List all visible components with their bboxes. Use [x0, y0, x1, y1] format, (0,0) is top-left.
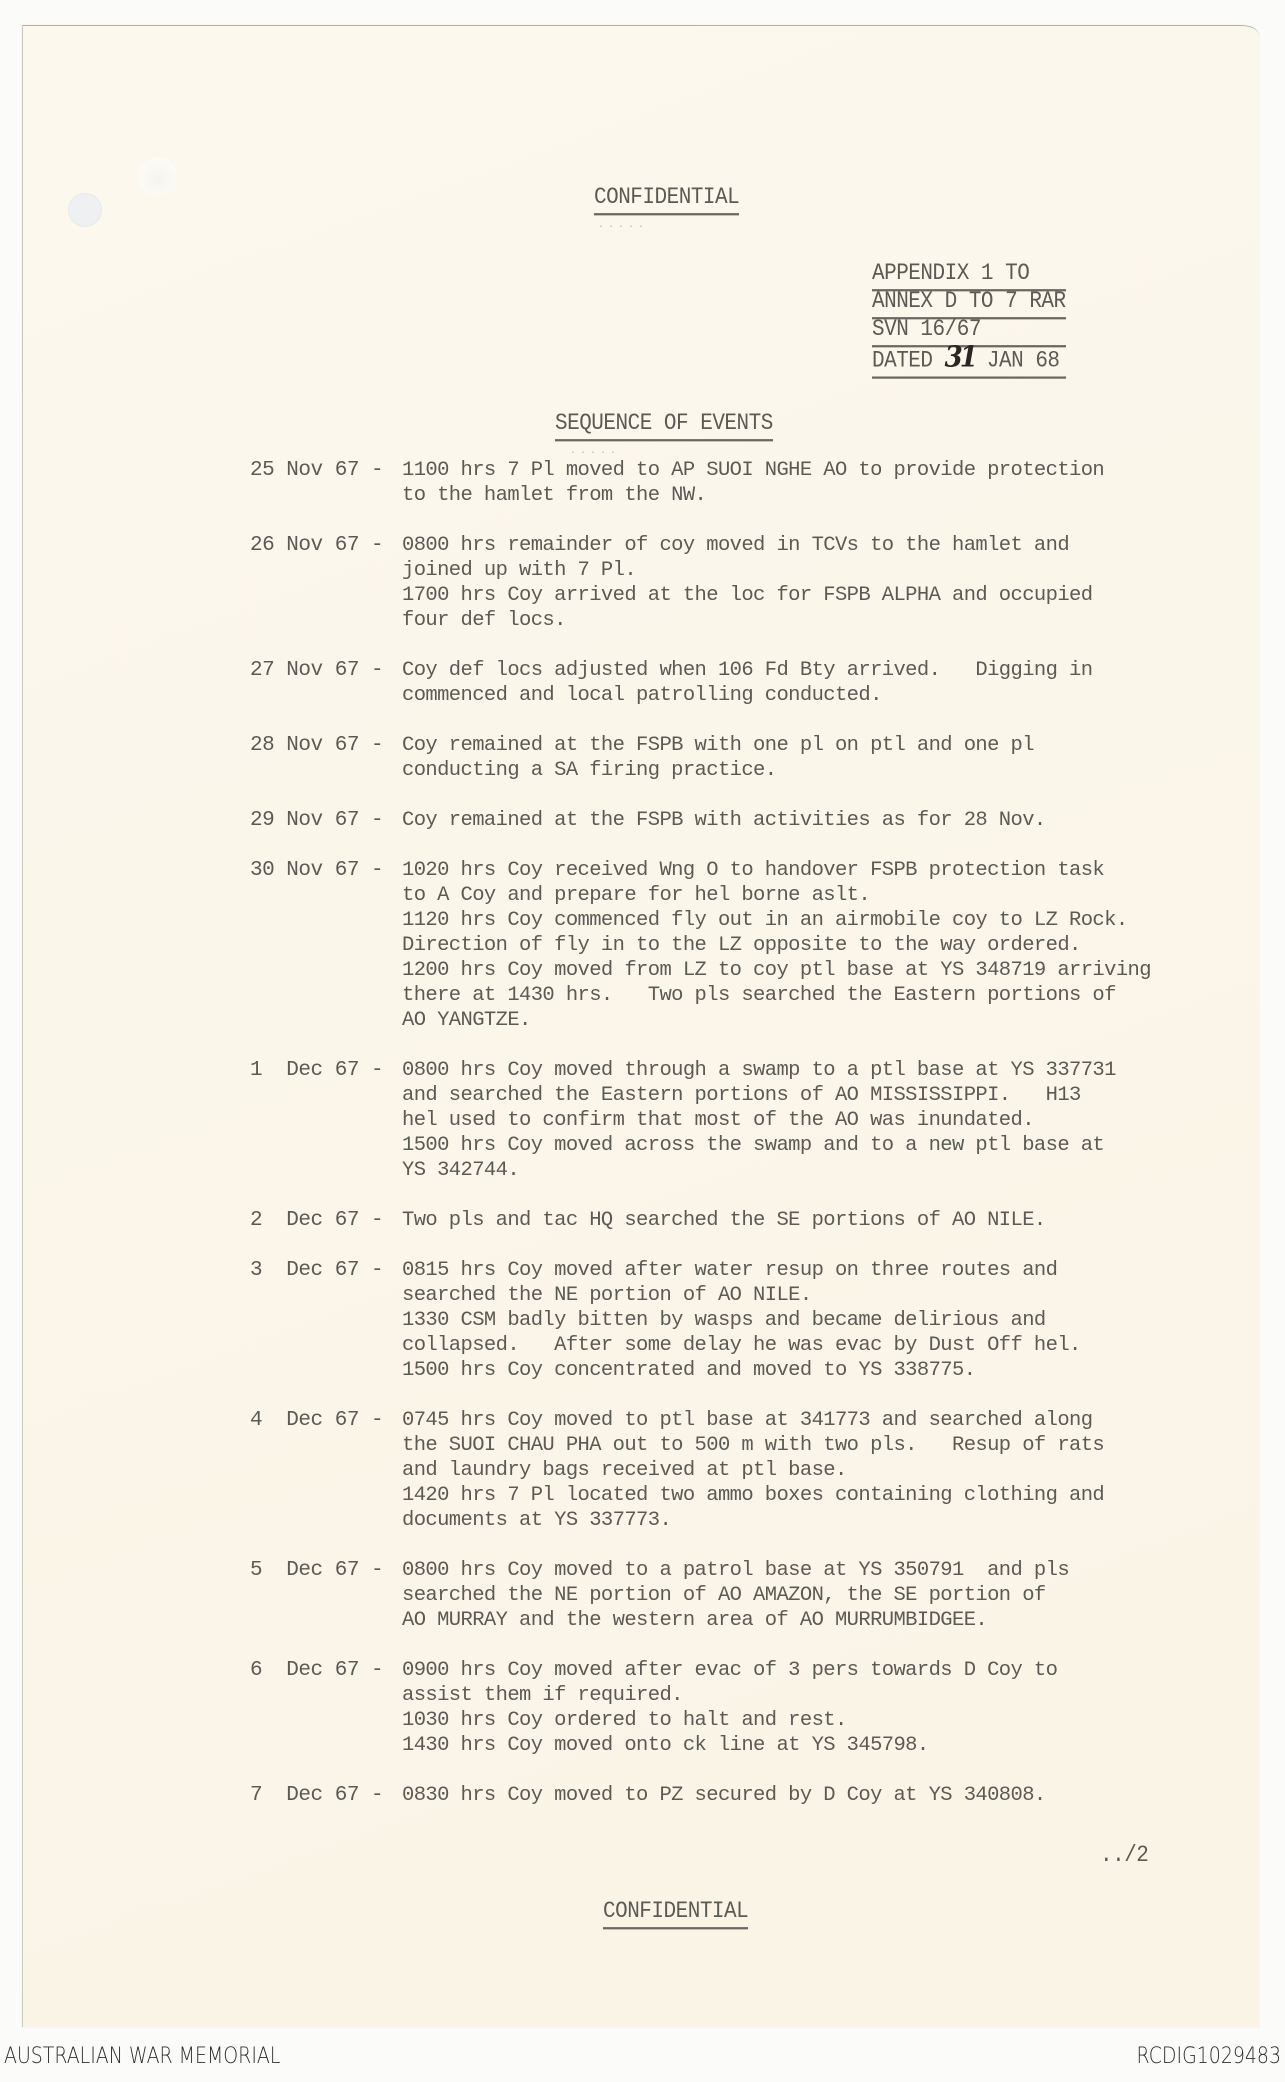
event-line: 1420 hrs 7 Pl located two ammo boxes containing clothing and: [402, 1484, 1105, 1507]
event-entry: [250, 458, 1250, 508]
event-line: 1430 hrs Coy moved onto ck line at YS 345798.: [402, 1734, 929, 1757]
hole-punch: [68, 193, 102, 227]
document-title: SEQUENCE OF EVENTS: [555, 410, 773, 441]
reference-dated: [872, 340, 1066, 379]
decorative-dots: .....: [598, 220, 649, 231]
event-entry: [250, 858, 1250, 1033]
reference-block: [872, 260, 1066, 375]
event-description: [402, 1208, 1250, 1233]
event-entry: [250, 808, 1250, 833]
event-line: AO MURRAY and the western area of AO MURRUMBIDGEE.: [402, 1609, 988, 1632]
event-line: and laundry bags received at ptl base.: [402, 1459, 847, 1482]
event-date: 2 Dec 67 -: [250, 1209, 384, 1232]
event-date: 30 Nov 67 -: [250, 859, 384, 882]
event-line: Coy remained at the FSPB with one pl on ptl and one pl: [402, 734, 1034, 757]
continuation-marker: ../2: [1100, 1843, 1149, 1869]
handwritten-day: 31: [944, 340, 975, 375]
event-line: to the hamlet from the NW.: [402, 484, 707, 507]
event-line: 0800 hrs remainder of coy moved in TCVs to the hamlet and: [402, 534, 1070, 557]
decorative-dots: .....: [570, 446, 621, 457]
event-description: [402, 808, 1250, 833]
event-line: 1120 hrs Coy commenced fly out in an airmobile coy to LZ Rock.: [402, 909, 1128, 932]
event-description: [402, 1658, 1250, 1758]
event-line: Coy remained at the FSPB with activities as for 28 Nov.: [402, 809, 1046, 832]
event-date: 28 Nov 67 -: [250, 734, 384, 757]
event-date: 29 Nov 67 -: [250, 809, 384, 832]
event-line: Direction of fly in to the LZ opposite to the way ordered.: [402, 934, 1081, 957]
event-line: and searched the Eastern portions of AO MISSISSIPPI. H13: [402, 1084, 1081, 1107]
event-line: 0745 hrs Coy moved to ptl base at 341773 and searched along: [402, 1409, 1093, 1432]
event-line: 0815 hrs Coy moved after water resup on three routes and: [402, 1259, 1058, 1282]
event-line: 1330 CSM badly bitten by wasps and became delirious and: [402, 1309, 1046, 1332]
event-description: [402, 1258, 1250, 1383]
dated-month-year: JAN 68: [986, 348, 1060, 375]
event-entry: [250, 533, 1250, 633]
event-line: to A Coy and prepare for hel borne aslt.: [402, 884, 871, 907]
event-entry: [250, 1208, 1250, 1233]
event-line: 1700 hrs Coy arrived at the loc for FSPB ALPHA and occupied: [402, 584, 1093, 607]
event-line: 0830 hrs Coy moved to PZ secured by D Coy at YS 340808.: [402, 1784, 1046, 1807]
event-date: 1 Dec 67 -: [250, 1059, 384, 1082]
event-description: [402, 1408, 1250, 1533]
event-line: AO YANGTZE.: [402, 1009, 531, 1032]
classification-top: CONFIDENTIAL: [594, 184, 739, 215]
dated-label: DATED: [872, 348, 933, 375]
event-line: 0900 hrs Coy moved after evac of 3 pers towards D Coy to: [402, 1659, 1058, 1682]
event-date: 4 Dec 67 -: [250, 1409, 384, 1432]
event-line: assist them if required.: [402, 1684, 683, 1707]
event-line: 1100 hrs 7 Pl moved to AP SUOI NGHE AO to provide protection: [402, 459, 1105, 482]
event-line: searched the NE portion of AO AMAZON, the SE portion of: [402, 1584, 1046, 1607]
event-date: 25 Nov 67 -: [250, 459, 384, 482]
reference-line-1: APPENDIX 1 TO: [872, 260, 1066, 291]
event-line: hel used to confirm that most of the AO was inundated.: [402, 1109, 1034, 1132]
archive-catalogue-id: RCDIG1029483: [1136, 2044, 1281, 2069]
event-date: 5 Dec 67 -: [250, 1559, 384, 1582]
event-entry: [250, 1558, 1250, 1633]
event-description: [402, 1558, 1250, 1633]
event-date: 27 Nov 67 -: [250, 659, 384, 682]
paper-tear-mark: [137, 155, 177, 195]
event-line: documents at YS 337773.: [402, 1509, 672, 1532]
event-description: [402, 733, 1250, 783]
event-line: conducting a SA firing practice.: [402, 759, 777, 782]
event-line: there at 1430 hrs. Two pls searched the Eastern portions of: [402, 984, 1116, 1007]
event-entry: [250, 733, 1250, 783]
event-description: [402, 458, 1250, 508]
archive-institution: AUSTRALIAN WAR MEMORIAL: [4, 2044, 281, 2069]
reference-line-2: ANNEX D TO 7 RAR: [872, 288, 1066, 319]
event-line: 1200 hrs Coy moved from LZ to coy ptl base at YS 348719 arriving: [402, 959, 1151, 982]
event-line: 0800 hrs Coy moved through a swamp to a ptl base at YS 337731: [402, 1059, 1116, 1082]
event-description: [402, 533, 1250, 633]
event-date: 7 Dec 67 -: [250, 1784, 384, 1807]
event-line: commenced and local patrolling conducted.: [402, 684, 882, 707]
event-entry: [250, 1658, 1250, 1758]
event-entry: [250, 1408, 1250, 1533]
event-entry: [250, 1258, 1250, 1383]
event-description: [402, 858, 1250, 1033]
classification-bottom: CONFIDENTIAL: [603, 1898, 748, 1929]
event-description: [402, 1058, 1250, 1183]
event-line: 1030 hrs Coy ordered to halt and rest.: [402, 1709, 847, 1732]
event-line: YS 342744.: [402, 1159, 520, 1182]
event-line: 1500 hrs Coy moved across the swamp and to a new ptl base at: [402, 1134, 1105, 1157]
event-description: [402, 658, 1250, 708]
event-date: 26 Nov 67 -: [250, 534, 384, 557]
event-entry: [250, 1058, 1250, 1183]
event-line: Two pls and tac HQ searched the SE portions of AO NILE.: [402, 1209, 1046, 1232]
event-line: 1500 hrs Coy concentrated and moved to YS 338775.: [402, 1359, 976, 1382]
reference-line-3: SVN 16/67: [872, 316, 1066, 347]
event-line: 1020 hrs Coy received Wng O to handover FSPB protection task: [402, 859, 1105, 882]
event-line: collapsed. After some delay he was evac by Dust Off hel.: [402, 1334, 1081, 1357]
event-line: four def locs.: [402, 609, 566, 632]
event-line: 0800 hrs Coy moved to a patrol base at YS 350791 and pls: [402, 1559, 1070, 1582]
event-description: [402, 1783, 1250, 1808]
event-line: joined up with 7 Pl.: [402, 559, 637, 582]
event-line: the SUOI CHAU PHA out to 500 m with two pls. Resup of rats: [402, 1434, 1105, 1457]
events-list: [250, 458, 1250, 1833]
event-line: Coy def locs adjusted when 106 Fd Bty arrived. Digging in: [402, 659, 1093, 682]
event-date: 6 Dec 67 -: [250, 1659, 384, 1682]
event-date: 3 Dec 67 -: [250, 1259, 384, 1282]
event-entry: [250, 1783, 1250, 1808]
event-entry: [250, 658, 1250, 708]
event-line: searched the NE portion of AO NILE.: [402, 1284, 812, 1307]
